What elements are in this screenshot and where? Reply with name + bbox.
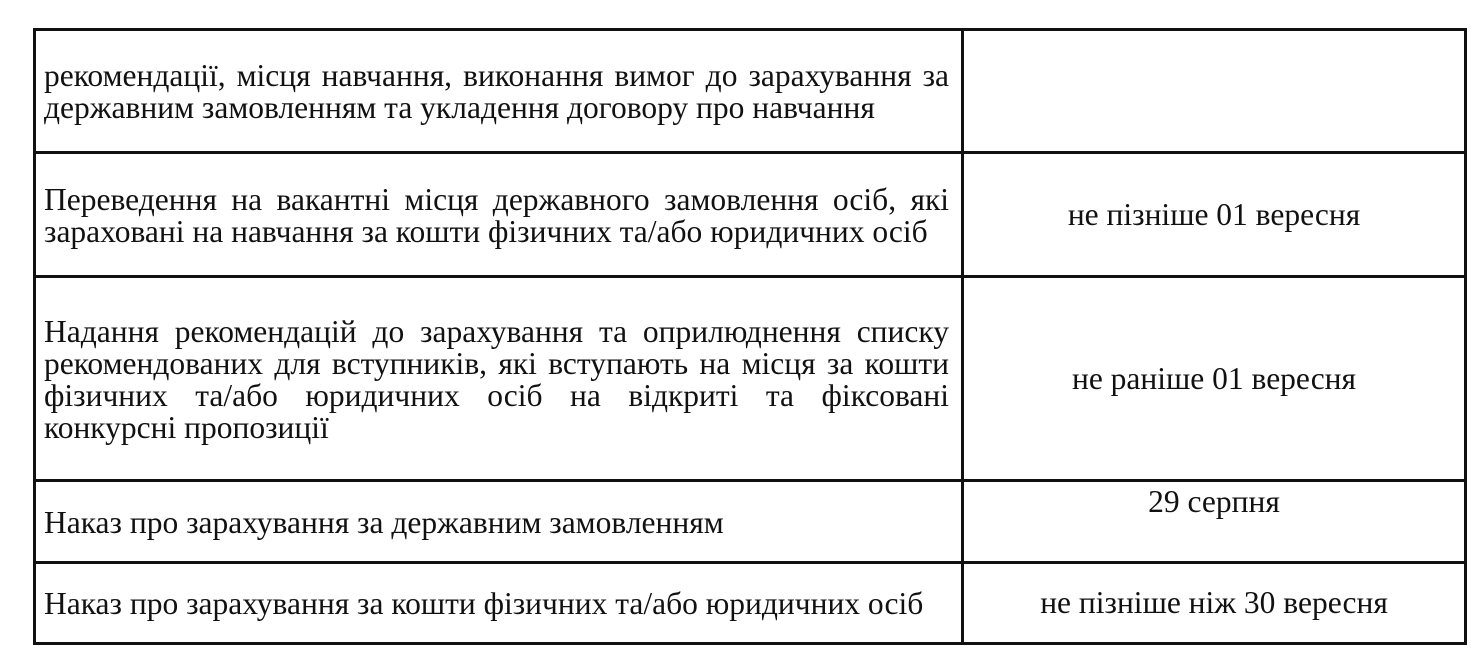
table-row (35, 481, 1466, 563)
table-row (35, 30, 1466, 153)
event-text: рекомендації, місця навчання, виконання вимог до зарахування за державним замовленням та укладення договору про навчання (44, 58, 949, 125)
date-cell (963, 30, 1466, 153)
event-text: Переведення на вакантні місця державного замовлення осіб, які зараховані на навчання за кошти фізичних та/або юридичних осіб (44, 181, 949, 249)
date-cell (963, 563, 1466, 644)
event-cell (35, 563, 963, 644)
date-text: не пізніше ніж 30 вересня (1040, 585, 1388, 620)
event-text: Наказ про зарахування за державним замовленням (44, 504, 724, 540)
table-row (35, 277, 1466, 481)
date-cell (963, 153, 1466, 277)
event-cell (35, 481, 963, 563)
date-cell (963, 277, 1466, 481)
date-text: 29 серпня (1148, 484, 1280, 519)
event-text: Наказ про зарахування за кошти фізичних та/або юридичних осіб (44, 586, 924, 621)
date-text: не пізніше 01 вересня (1067, 196, 1361, 232)
event-cell (35, 277, 963, 481)
table-row (35, 563, 1466, 644)
event-cell (35, 153, 963, 277)
event-cell (35, 30, 963, 153)
admission-schedule-table (33, 28, 1467, 645)
event-text: Надання рекомендацій до зарахування та оприлюднення списку рекомендованих для вступників, які вступають на місця за кошти фізичних та/або юридичних осіб на відкриті та фіксовані конкурсні пропозиції (44, 313, 949, 445)
date-cell (963, 481, 1466, 563)
date-text: не раніше 01 вересня (1071, 360, 1357, 396)
table-row (35, 153, 1466, 277)
